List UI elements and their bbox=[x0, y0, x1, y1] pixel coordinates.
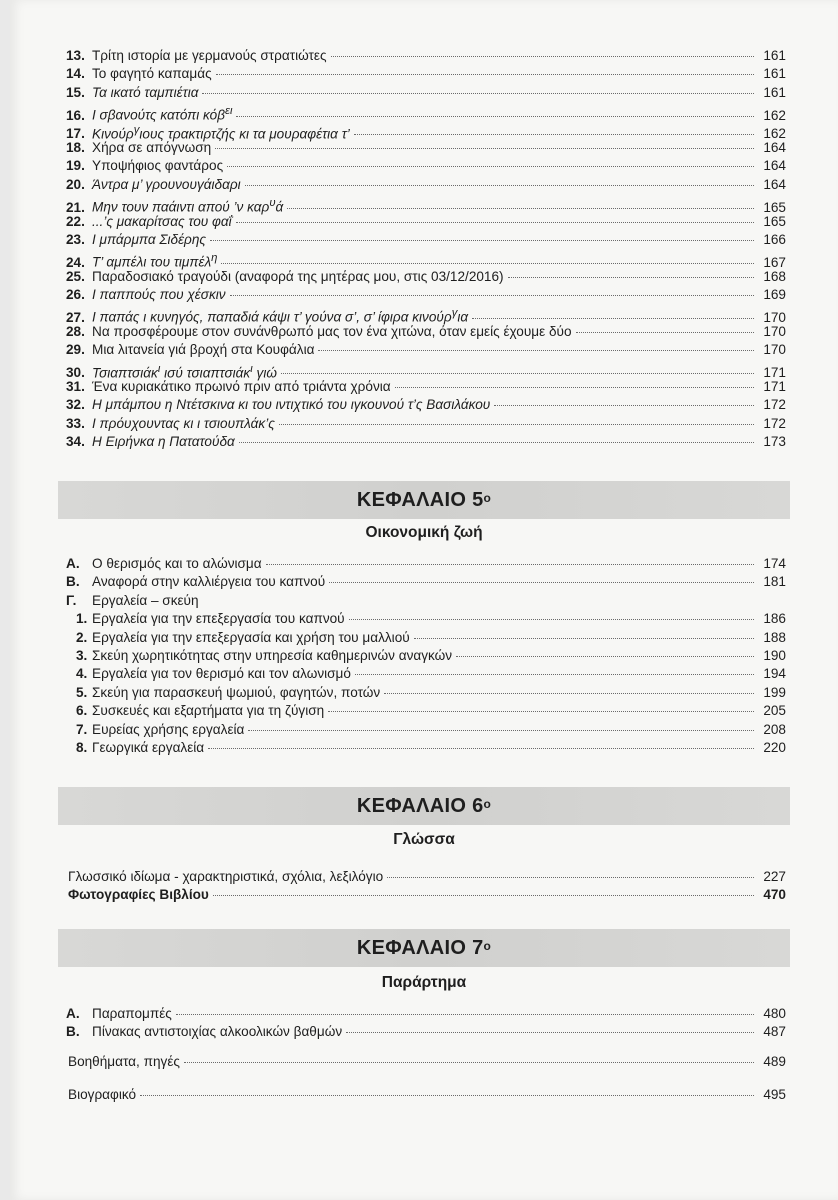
toc-page: 161 bbox=[763, 48, 786, 63]
leader-dots bbox=[236, 116, 754, 117]
toc-page: 161 bbox=[763, 66, 786, 82]
toc-number: Α. bbox=[66, 1006, 80, 1021]
toc-page: 190 bbox=[763, 647, 786, 663]
toc-number: 18. bbox=[66, 139, 85, 155]
toc-title: Τρίτη ιστορία με γερμανούς στρατιώτες bbox=[92, 48, 327, 63]
leader-dots bbox=[472, 318, 754, 319]
toc-title-text: ισύ τσιαπτσιάκ bbox=[160, 365, 251, 381]
toc-title: Ι παππούς που χέσκιν bbox=[92, 287, 226, 303]
toc-title: Συσκευές και εξαρτήματα για τη ζύγιση bbox=[92, 703, 325, 719]
toc-title: Σκεύη για παρασκευή ψωμιού, φαγητών, ποτών bbox=[92, 684, 381, 700]
toc-page: 172 bbox=[763, 397, 786, 413]
leader-dots bbox=[354, 134, 754, 135]
toc-row-19 bbox=[66, 157, 786, 175]
toc-title-text: Ι παπάς ι κυνηγός, παπαδιά κάψι τ’ γούνα σ’, σ’ ίφιρα κινούρ bbox=[92, 310, 452, 325]
toc-title-text: ια bbox=[457, 310, 469, 325]
leader-dots bbox=[349, 619, 754, 620]
toc-row-13 bbox=[66, 47, 786, 65]
toc-number: Α. bbox=[66, 556, 80, 571]
toc-title: Χήρα σε απόγνωση bbox=[92, 139, 212, 155]
toc-title-superscript: γ bbox=[451, 307, 458, 320]
leader-dots bbox=[266, 564, 754, 565]
toc-row-g bbox=[66, 592, 786, 610]
chapter-7-ordinal: ο bbox=[483, 939, 492, 953]
leader-dots bbox=[328, 711, 754, 712]
toc-number: Β. bbox=[66, 574, 80, 590]
leader-dots bbox=[184, 1062, 754, 1063]
leader-dots bbox=[576, 332, 754, 333]
leader-dots bbox=[508, 277, 754, 278]
chapter-6-ordinal: ο bbox=[483, 797, 492, 811]
toc-row-21 bbox=[66, 194, 786, 215]
toc-page: 165 bbox=[763, 199, 786, 215]
toc-page: 199 bbox=[763, 684, 786, 700]
toc-page: 161 bbox=[763, 84, 786, 100]
toc-title-superscript: γ bbox=[133, 123, 140, 136]
leader-dots bbox=[221, 263, 754, 264]
toc-row-24 bbox=[66, 249, 786, 270]
toc-number: 24. bbox=[66, 254, 85, 270]
toc-page: 188 bbox=[763, 629, 786, 645]
toc-row-26 bbox=[66, 286, 786, 304]
toc-title: Η Ειρήνκα η Πατατούδα bbox=[92, 434, 235, 450]
toc-title: Αναφορά στην καλλιέργεια του καπνού bbox=[92, 574, 326, 590]
toc-row-31 bbox=[66, 378, 786, 396]
toc-page: 489 bbox=[763, 1054, 786, 1069]
toc-number: 16. bbox=[66, 107, 85, 123]
toc-page: 172 bbox=[763, 415, 786, 431]
toc-number: 14. bbox=[66, 66, 85, 82]
leader-dots bbox=[236, 222, 754, 223]
toc-title: Παραπομπές bbox=[92, 1006, 172, 1021]
toc-page: 162 bbox=[763, 126, 786, 142]
chapter-5-label: ΚΕΦΑΛΑΙΟ 5 bbox=[356, 488, 484, 511]
toc-list-chapter-6 bbox=[66, 868, 786, 905]
toc-title: Τα ικατό ταμπιέτια bbox=[92, 84, 199, 100]
toc-row-photos bbox=[66, 886, 786, 904]
toc-row-20 bbox=[66, 176, 786, 194]
chapter-5-title: Οικονομική ζωή bbox=[365, 524, 483, 541]
chapter-6-label: ΚΕΦΑΛΑΙΟ 6 bbox=[356, 794, 484, 817]
leader-dots bbox=[395, 387, 754, 388]
chapter-5-ordinal: ο bbox=[483, 491, 492, 505]
toc-title: Το φαγητό καπαμάς bbox=[92, 66, 212, 82]
toc-row-18 bbox=[66, 139, 786, 157]
toc-number: 32. bbox=[66, 397, 85, 413]
toc-page: 227 bbox=[763, 869, 786, 884]
toc-row-33 bbox=[66, 415, 786, 433]
toc-page: 194 bbox=[763, 666, 786, 682]
toc-page: 480 bbox=[763, 1006, 786, 1021]
toc-number: 6. bbox=[76, 703, 88, 719]
toc-row-25 bbox=[66, 268, 786, 286]
toc-number: 25. bbox=[66, 268, 85, 284]
toc-row-34 bbox=[66, 433, 786, 451]
toc-page: 174 bbox=[763, 556, 786, 571]
toc-row-15 bbox=[66, 84, 786, 102]
toc-row-28 bbox=[66, 323, 786, 341]
toc-row-32 bbox=[66, 396, 786, 414]
toc-title-text: Τ’ αμπέλι του τιμπέλ bbox=[92, 254, 212, 270]
toc-number: 30. bbox=[66, 365, 85, 381]
toc-row-b bbox=[66, 573, 786, 591]
toc-subrow-5 bbox=[66, 684, 786, 702]
toc-row-22 bbox=[66, 213, 786, 231]
toc-row-29 bbox=[66, 341, 786, 359]
toc-title: Η μπάμπου η Ντέτσκινα κι του ιντιχτικό του ιγκουνού τ’ς Βασιλάκου bbox=[92, 397, 491, 413]
toc-title: Να προσφέρουμε στον συνάνθρωπό μας τον ένα χιτώνα, όταν εμείς έχουμε δύο bbox=[92, 323, 572, 339]
toc-number: 26. bbox=[66, 287, 85, 303]
toc-page: 162 bbox=[763, 107, 786, 123]
toc-row-viografiko bbox=[66, 1086, 786, 1104]
toc-page: 208 bbox=[763, 721, 786, 737]
toc-number: 28. bbox=[66, 323, 85, 339]
toc-title-text: ιους τρακτιρτζής κι τα μουραφέτια τ’ bbox=[139, 126, 350, 142]
toc-title: Βοηθήματα, πηγές bbox=[68, 1054, 180, 1069]
toc-row-b bbox=[66, 1023, 786, 1041]
toc-page: 170 bbox=[763, 323, 786, 339]
toc-page: 171 bbox=[763, 379, 786, 395]
toc-page: 487 bbox=[763, 1024, 786, 1040]
leader-dots bbox=[227, 166, 754, 167]
toc-number: 23. bbox=[66, 231, 85, 247]
toc-row-17 bbox=[66, 121, 786, 142]
toc-title: Ένα κυριακάτικο πρωινό πριν από τριάντα χρόνια bbox=[92, 379, 391, 395]
toc-list-chapter-5 bbox=[66, 555, 786, 757]
toc-title: Εργαλεία – σκεύη bbox=[92, 592, 199, 608]
toc-title: Μια λιτανεία γιά βροχή στα Κουφάλια bbox=[92, 342, 315, 358]
toc-page: 164 bbox=[763, 176, 786, 192]
toc-subrow-7 bbox=[66, 721, 786, 739]
leader-dots bbox=[216, 74, 754, 75]
toc-page: 173 bbox=[763, 434, 786, 450]
toc-row-sources bbox=[66, 1053, 786, 1071]
toc-row-glossiko bbox=[66, 868, 786, 886]
toc-page: 165 bbox=[763, 213, 786, 229]
leader-dots bbox=[245, 185, 754, 186]
toc-title: Εργαλεία για την επεξεργασία του καπνού bbox=[92, 611, 345, 627]
toc-page: 164 bbox=[763, 139, 786, 155]
toc-page: 205 bbox=[763, 703, 786, 719]
toc-number: 5. bbox=[76, 684, 88, 700]
leader-dots bbox=[230, 295, 754, 296]
toc-title-text: Κινούρ bbox=[92, 126, 134, 142]
toc-number: 20. bbox=[66, 176, 85, 192]
toc-row-a bbox=[66, 1005, 786, 1023]
toc-title: Πίνακας αντιστοιχίας αλκοολικών βαθμών bbox=[92, 1024, 343, 1040]
leader-dots bbox=[346, 1032, 754, 1033]
toc-number: 34. bbox=[66, 434, 85, 450]
toc-number: 7. bbox=[76, 721, 88, 737]
leader-dots bbox=[387, 877, 754, 878]
toc-list-part1 bbox=[66, 47, 786, 452]
toc-title: Υποψήφιος φαντάρος bbox=[92, 158, 224, 174]
toc-row-voithimata bbox=[66, 1053, 786, 1071]
toc-title: Βιογραφικό bbox=[68, 1087, 137, 1102]
leader-dots bbox=[176, 1014, 754, 1015]
toc-page: 168 bbox=[763, 268, 786, 284]
toc-number: 19. bbox=[66, 158, 85, 174]
leader-dots bbox=[210, 240, 754, 241]
toc-title-text: Ι σβανούτς κατόπι κόβ bbox=[92, 107, 225, 123]
toc-number: 17. bbox=[66, 126, 85, 142]
toc-page: 470 bbox=[763, 887, 786, 903]
toc-title-superscript: ι bbox=[250, 362, 253, 375]
toc-number: 27. bbox=[66, 310, 85, 325]
leader-dots bbox=[318, 350, 754, 351]
toc-title: Φωτογραφίες Βιβλίου bbox=[68, 887, 209, 903]
toc-page: 171 bbox=[763, 365, 786, 381]
toc-title: Ο θερισμός και το αλώνισμα bbox=[92, 556, 262, 571]
toc-row-16 bbox=[66, 102, 786, 123]
toc-row-bio bbox=[66, 1086, 786, 1104]
toc-title: Παραδοσιακό τραγούδι (αναφορά της μητέρας μου, στις 03/12/2016) bbox=[92, 268, 504, 284]
leader-dots bbox=[213, 895, 754, 896]
toc-number: 15. bbox=[66, 84, 85, 100]
leader-dots bbox=[281, 373, 754, 374]
chapter-7-label: ΚΕΦΑΛΑΙΟ 7 bbox=[356, 936, 484, 959]
toc-number: 2. bbox=[76, 629, 88, 645]
chapter-6-header bbox=[58, 787, 790, 825]
toc-title: Άντρα μ’ γρουνουγάιδαρι bbox=[92, 176, 241, 192]
toc-page: 181 bbox=[763, 574, 786, 590]
toc-number: 3. bbox=[76, 647, 88, 663]
toc-title-superscript: ει bbox=[224, 105, 233, 118]
chapter-6-title: Γλώσσα bbox=[393, 831, 455, 848]
toc-title-text: ά bbox=[275, 199, 284, 215]
toc-row-14 bbox=[66, 65, 786, 83]
toc-subrow-1 bbox=[66, 610, 786, 628]
toc-number: 1. bbox=[76, 611, 88, 627]
toc-number: 8. bbox=[76, 739, 88, 755]
toc-page: 169 bbox=[763, 287, 786, 303]
leader-dots bbox=[494, 405, 754, 406]
chapter-7-title: Παράρτημα bbox=[381, 974, 467, 991]
toc-number: 33. bbox=[66, 415, 85, 431]
toc-title: Ι μπάρμπα Σιδέρης bbox=[92, 231, 206, 247]
toc-page: 186 bbox=[763, 611, 786, 627]
toc-list-chapter-7 bbox=[66, 1005, 786, 1042]
leader-dots bbox=[414, 638, 754, 639]
toc-title: Σκεύη χωρητικότητας στην υπηρεσία καθημερινών αναγκών bbox=[92, 647, 453, 663]
toc-subrow-3 bbox=[66, 647, 786, 665]
leader-dots bbox=[215, 148, 754, 149]
toc-subrow-8 bbox=[66, 739, 786, 757]
toc-page: 495 bbox=[763, 1087, 786, 1102]
toc-title-text: Μην τουν παάιντι απού ’ν καρ bbox=[92, 199, 270, 215]
toc-title: ...’ς μακαρίτσας του φαΐ bbox=[92, 213, 232, 229]
toc-number: 21. bbox=[66, 199, 85, 215]
toc-page: 220 bbox=[763, 739, 786, 755]
toc-title: Εργαλεία για τον θερισμό και τον αλωνισμό bbox=[92, 666, 351, 682]
toc-title: Γλωσσικό ιδίωμα - χαρακτηριστικά, σχόλια, λεξιλόγιο bbox=[68, 869, 384, 884]
toc-number: Β. bbox=[66, 1024, 80, 1040]
toc-number: Γ. bbox=[66, 592, 77, 608]
leader-dots bbox=[331, 56, 754, 57]
toc-number: 4. bbox=[76, 666, 88, 682]
toc-title: Ευρείας χρήσης εργαλεία bbox=[92, 721, 245, 737]
leader-dots bbox=[239, 442, 754, 443]
leader-dots bbox=[355, 674, 754, 675]
toc-subrow-2 bbox=[66, 629, 786, 647]
toc-title: Γεωργικά εργαλεία bbox=[92, 739, 205, 755]
leader-dots bbox=[287, 208, 754, 209]
leader-dots bbox=[140, 1095, 754, 1096]
toc-page: 164 bbox=[763, 158, 786, 174]
toc-row-30 bbox=[66, 360, 786, 381]
toc-subrow-4 bbox=[66, 665, 786, 683]
leader-dots bbox=[208, 748, 754, 749]
toc-title-superscript: ι bbox=[157, 362, 161, 375]
leader-dots bbox=[248, 730, 754, 731]
toc-subrow-6 bbox=[66, 702, 786, 720]
toc-title: Ι πρόυχουντας κι ι τσιουπλάκ’ς bbox=[92, 415, 275, 431]
toc-title-text: γιώ bbox=[252, 365, 277, 381]
toc-title-superscript: η bbox=[211, 252, 218, 265]
toc-page: 170 bbox=[763, 310, 786, 325]
toc-title: Εργαλεία για την επεξεργασία και χρήση του μαλλιού bbox=[92, 629, 410, 645]
toc-number: 22. bbox=[66, 213, 85, 229]
toc-page: 166 bbox=[763, 231, 786, 247]
toc-row-27 bbox=[66, 304, 786, 325]
toc-number: 13. bbox=[66, 48, 85, 63]
chapter-5-header bbox=[58, 481, 790, 519]
leader-dots bbox=[279, 424, 754, 425]
toc-page: 170 bbox=[763, 342, 786, 358]
leader-dots bbox=[329, 582, 754, 583]
toc-row-a bbox=[66, 555, 786, 573]
leader-dots bbox=[384, 693, 754, 694]
leader-dots bbox=[456, 656, 754, 657]
toc-title-superscript: υ bbox=[269, 197, 276, 210]
toc-page: 167 bbox=[763, 254, 786, 270]
toc-row-23 bbox=[66, 231, 786, 249]
chapter-7-header bbox=[58, 929, 790, 967]
toc-number: 31. bbox=[66, 379, 85, 395]
leader-dots bbox=[202, 93, 754, 94]
toc-number: 29. bbox=[66, 342, 85, 358]
toc-title-text: Τσιαπτσιάκ bbox=[92, 365, 158, 381]
